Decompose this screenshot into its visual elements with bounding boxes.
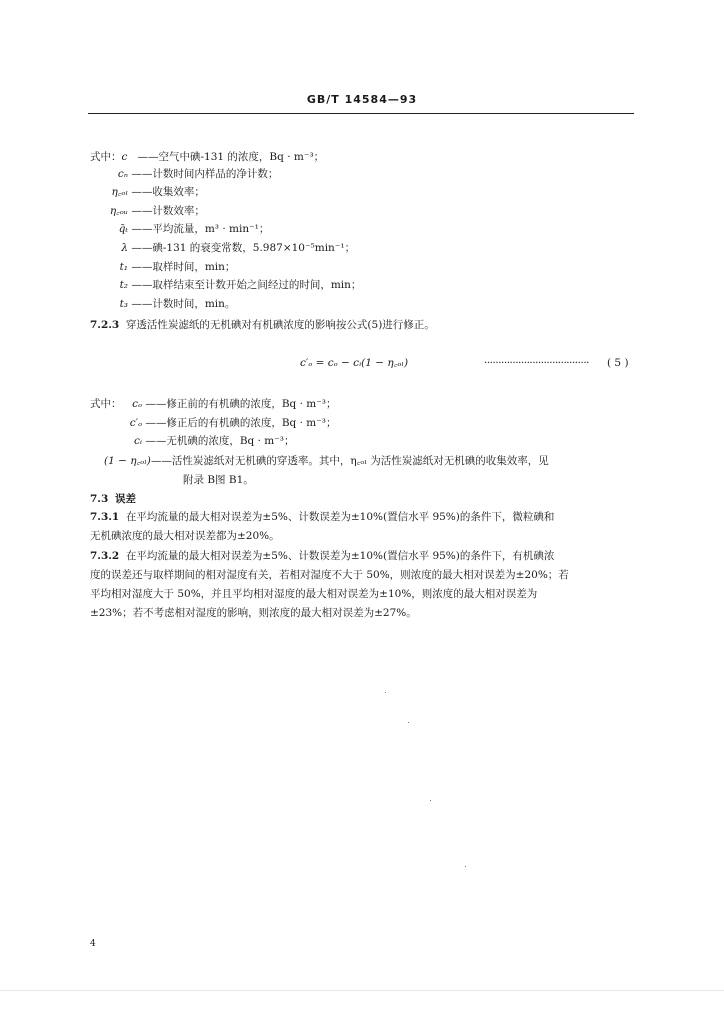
- symbol: c: [121, 151, 128, 163]
- dash: ——: [131, 168, 153, 180]
- dash: ——: [145, 398, 167, 410]
- symbol: q̄ₜ: [118, 223, 128, 235]
- formula-number: ( 5 ): [607, 357, 629, 369]
- symbol: cᵢ: [134, 435, 142, 447]
- definition-text: 碘-131 的衰变常数，5.987×10⁻⁵min⁻¹；: [152, 242, 356, 254]
- dash: ——: [145, 417, 167, 429]
- page-header: GB/T 14584—93: [306, 93, 418, 106]
- clause-number: 7.3.1: [90, 511, 120, 523]
- clause-number: 7.2.3: [90, 319, 120, 331]
- definitions-lead: 式中：: [90, 398, 122, 410]
- symbol: η꜀ₒᵤ: [109, 205, 128, 217]
- definition-text: 计数效率；: [152, 205, 205, 217]
- formula-5: c′ₒ = cₒ − cᵢ(1 − η꜀ₒₗ): [300, 357, 409, 369]
- clause-text-line: 度的误差还与取样期间的相对湿度有关，若相对湿度不大于 50%，则浓度的最大相对误差为±20%；若: [90, 569, 569, 581]
- definition-row: [104, 454, 549, 468]
- definition-row: [98, 260, 235, 274]
- definition-row: [98, 204, 205, 218]
- dash: ——: [145, 435, 167, 447]
- definitions-lead: 式中：: [90, 151, 122, 163]
- definition-row: [98, 222, 269, 236]
- clause-text-line: ±23%；若不考虑相对湿度的影响，则浓度的最大相对误差为±27%。: [90, 607, 417, 619]
- definition-text: 活性炭滤纸对无机碘的穿透率。其中，η꜀ₒₗ 为活性炭滤纸对无机碘的收集效率，见: [171, 455, 549, 467]
- definition-text: 取样结束至计数开始之间经过的时间，min；: [152, 279, 362, 291]
- dash: ——: [131, 223, 153, 235]
- scan-speck: [385, 692, 386, 693]
- definition-row: [98, 185, 205, 199]
- scan-speck: [465, 866, 466, 867]
- header-rule: [88, 113, 634, 114]
- scan-speck: [408, 722, 409, 723]
- dash: ——: [131, 205, 153, 217]
- symbol: η꜀ₒₗ: [111, 186, 128, 198]
- definition-text: 空气中碘-131 的浓度，Bq · m⁻³；: [158, 151, 325, 163]
- definition-continuation: 附录 B图 B1。: [183, 474, 254, 486]
- symbol: (1 − η꜀ₒₗ): [104, 455, 151, 467]
- dash: ——: [131, 242, 153, 254]
- clause-number: 7.3.2: [90, 550, 120, 562]
- definition-row: [112, 416, 337, 430]
- clause-text: 穿透活性炭滤纸的无机碘对有机碘浓度的影响按公式(5)进行修正。: [125, 319, 435, 331]
- definition-row: [98, 167, 278, 181]
- definition-row: [112, 397, 337, 411]
- section-7-3: [90, 492, 136, 506]
- symbol: c′ₒ: [129, 417, 142, 429]
- symbol: cₙ: [117, 168, 128, 180]
- symbol: λ: [121, 242, 128, 254]
- page-number: 4: [90, 939, 96, 949]
- definition-text: 修正后的有机碘的浓度，Bq · m⁻³；: [166, 417, 337, 429]
- dash: ——: [137, 151, 159, 163]
- clause-text-line: 无机碘浓度的最大相对误差都为±20%。: [90, 530, 280, 542]
- clause-7-3-2: [90, 549, 554, 563]
- clause-text: 在平均流量的最大相对误差为±5%、计数误差为±10%(置信水平 95%)的条件下，有机碘浓: [125, 550, 555, 562]
- definition-row: [98, 297, 235, 311]
- definition-text: 修正前的有机碘的浓度，Bq · m⁻³；: [166, 398, 337, 410]
- symbol: t₁: [119, 261, 128, 273]
- dash: ——: [131, 186, 153, 198]
- symbol: t₂: [119, 279, 128, 291]
- definition-row: [98, 241, 355, 255]
- definition-text: 计数时间内样品的净计数；: [152, 168, 279, 180]
- definition-text: 收集效率；: [152, 186, 205, 198]
- definition-row: [98, 278, 361, 292]
- clause-text-line: 平均相对湿度大于 50%，并且平均相对湿度的最大相对误差为±10%，则浓度的最大相对误差为: [90, 588, 538, 600]
- section-title: 误差: [114, 493, 136, 505]
- clause-7-2-3: [90, 318, 435, 332]
- definition-text: 无机碘的浓度，Bq · m⁻³；: [166, 435, 295, 447]
- definition-row: [112, 434, 295, 448]
- scan-speck: [430, 800, 431, 801]
- page-bottom-edge: [0, 990, 724, 991]
- dash: ——: [150, 455, 172, 467]
- dash: ——: [131, 261, 153, 273]
- definition-row: [90, 150, 324, 164]
- symbol: cₒ: [132, 398, 142, 410]
- clause-text: 在平均流量的最大相对误差为±5%、计数误差为±10%(置信水平 95%)的条件下，微粒碘和: [125, 511, 555, 523]
- definition-text: 平均流量，m³ · min⁻¹；: [152, 223, 270, 235]
- definition-text: 计数时间，min。: [152, 298, 236, 310]
- clause-7-3-1: [90, 510, 554, 524]
- definition-text: 取样时间，min；: [152, 261, 236, 273]
- dash: ——: [131, 298, 153, 310]
- dash: ——: [131, 279, 153, 291]
- section-number: 7.3: [90, 493, 109, 505]
- formula-leader-dots: ·····································: [484, 357, 589, 369]
- symbol: t₃: [119, 298, 128, 310]
